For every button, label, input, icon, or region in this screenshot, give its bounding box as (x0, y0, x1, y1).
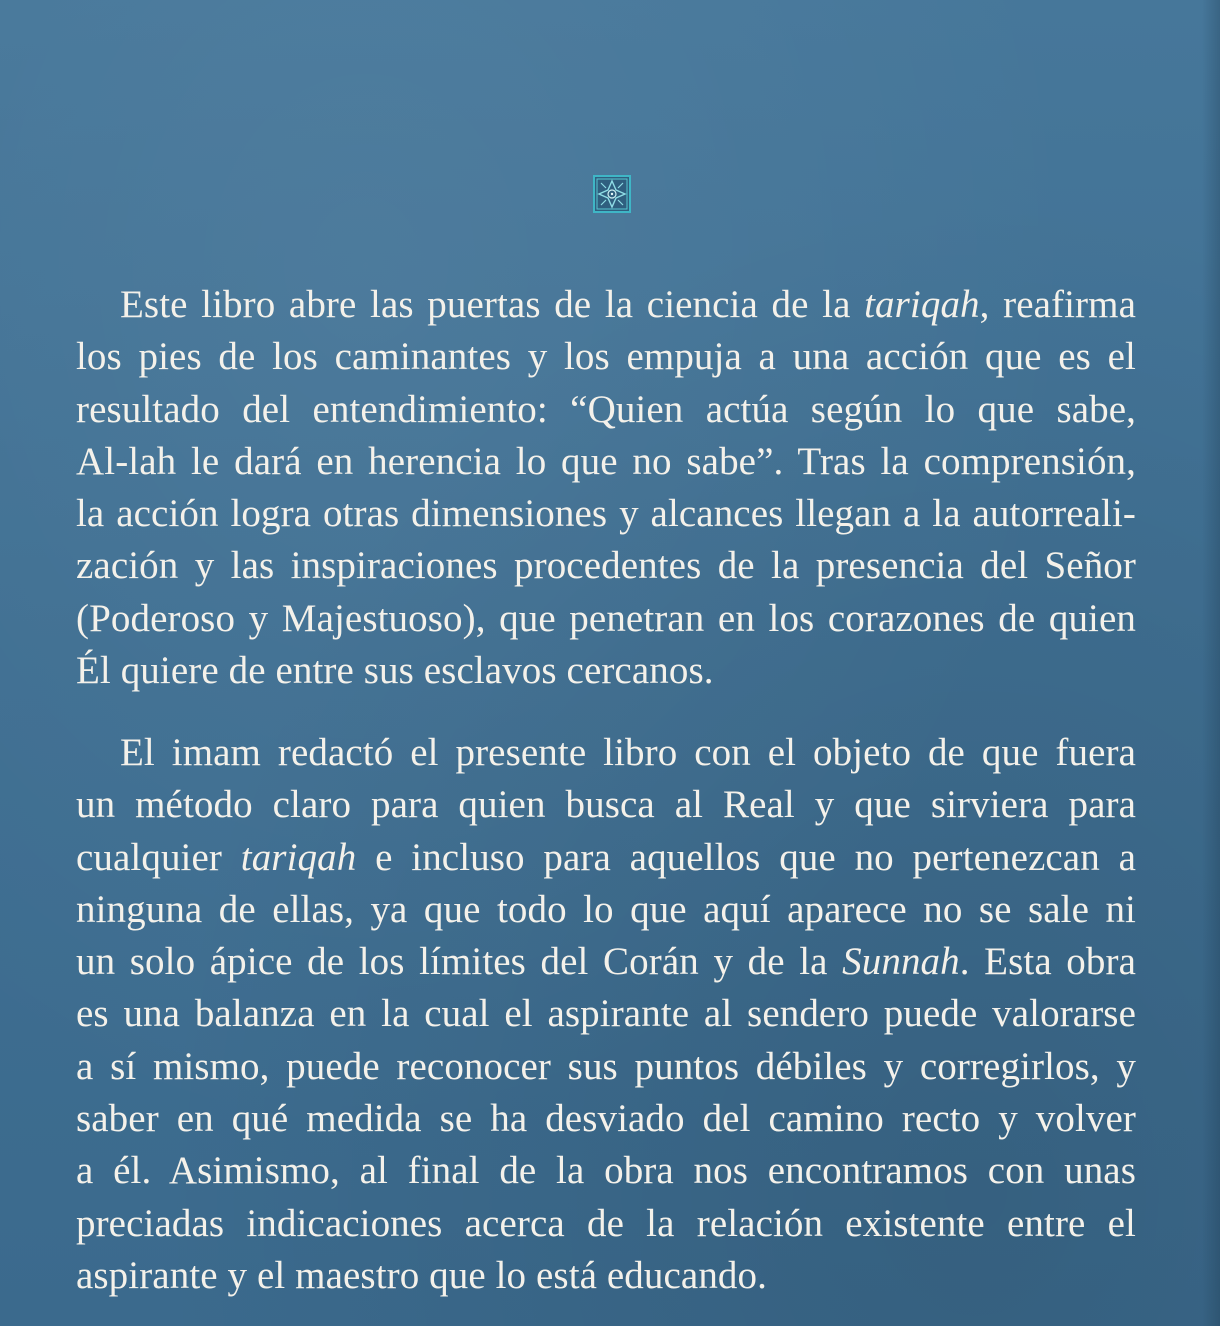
arabesque-tile-icon (593, 175, 631, 213)
line-text: El imam redactó el presente libro con el objeto de que fuera (120, 731, 1136, 774)
line-text: a él. Asimismo, al final de la obra nos encontramos con unas (76, 1149, 1136, 1193)
paragraph2-line (76, 779, 1136, 831)
paragraph1-line (76, 488, 1136, 540)
paragraph2-line (76, 832, 1136, 884)
line-text: , reafirma (979, 283, 1136, 326)
line-text: Él quiere de entre sus esclavos cercanos. (76, 649, 714, 693)
paragraph2-line (76, 1145, 1136, 1197)
paragraph1-line (76, 593, 1136, 645)
paragraph-1 (76, 279, 1136, 697)
line-text: a sí mismo, puede reconocer sus puntos débiles y corregirlos, y (76, 1044, 1136, 1088)
paragraph2-line (76, 1093, 1136, 1145)
italic-term: tariqah (864, 283, 980, 326)
paragraph1-line (76, 540, 1136, 592)
line-text: aspirante y el maestro que lo está educando. (76, 1253, 767, 1297)
italic-term: tariqah (240, 835, 357, 879)
line-text: e incluso para aquellos que no pertenezcan a (356, 835, 1136, 879)
paragraph2-line (76, 1198, 1136, 1250)
paragraph2-line (76, 1250, 1136, 1302)
line-text: Este libro abre las puertas de la ciencia de la (120, 283, 865, 326)
line-text: preciadas indicaciones acerca de la relación existente entre el (76, 1201, 1136, 1245)
line-text: resultado del entendimiento: “Quien actúa según lo que sabe, (76, 387, 1136, 431)
line-text: los pies de los caminantes y los empuja a una acción que es el (76, 335, 1136, 379)
line-text: saber en qué medida se ha desviado del camino recto y volver (76, 1097, 1136, 1141)
paragraph2-line (76, 727, 1136, 779)
paragraph2-line (76, 988, 1136, 1040)
line-text: (Poderoso y Majestuoso), que penetran en los corazones de quien (76, 596, 1136, 640)
paragraph2-line (76, 884, 1136, 936)
line-text: Al-lah le dará en herencia lo que no sabe”. Tras la comprensión, (76, 439, 1136, 483)
line-text: es una balanza en la cual el aspirante al sendero puede valorarse (76, 992, 1136, 1036)
paragraph-2 (76, 727, 1136, 1302)
line-text: ninguna de ellas, ya que todo lo que aquí aparece no se sale ni (76, 887, 1136, 931)
paragraph2-line (76, 936, 1136, 988)
line-text: la acción logra otras dimensiones y alcances llegan a la autorreali- (76, 492, 1136, 536)
paragraph1-line (76, 645, 1136, 697)
paragraph1-line (76, 279, 1136, 331)
line-text: un solo ápice de los límites del Corán y de la (76, 940, 843, 984)
paragraph1-line (76, 436, 1136, 488)
page-edge-shadow (1202, 0, 1220, 1326)
italic-term: Sunnah (842, 940, 960, 984)
line-text: un método claro para quien busca al Real y que sirviera para (76, 783, 1136, 827)
line-text: cualquier (76, 835, 241, 879)
paragraph1-line (76, 384, 1136, 436)
paragraph1-line (76, 331, 1136, 383)
line-text: zación y las inspiraciones procedentes de la presencia del Señor (76, 544, 1136, 588)
line-text: . Esta obra (959, 940, 1136, 984)
paragraph2-line (76, 1041, 1136, 1093)
